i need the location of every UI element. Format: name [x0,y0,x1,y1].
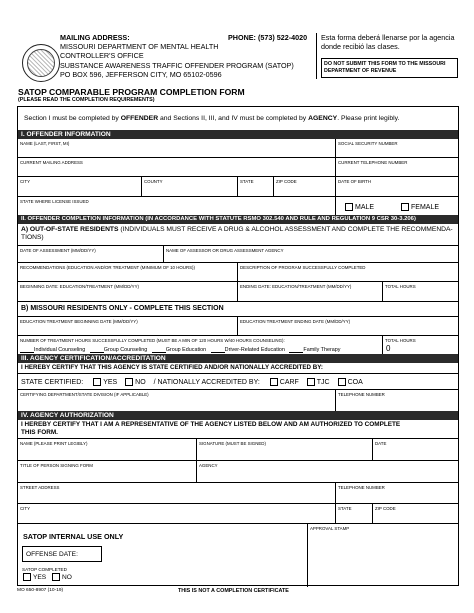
agency-city-field[interactable]: CITY [20,505,31,511]
edu-end-date-field[interactable] [237,317,460,335]
missouri-heading-row [18,301,458,316]
assessment-row [18,245,458,262]
total-label: TOTAL HOURS [385,283,416,289]
current-phone-field[interactable] [335,158,460,176]
mailing-address-field[interactable]: CURRENT MAILING ADDRESS [20,159,83,165]
form-subtitle: (PLEASE READ THE COMPLETION REQUIREMENTS) [18,97,155,103]
satop-completed-label: SATOP COMPLETED [22,567,67,572]
notice-line: DEPARTMENT OF REVENUE [324,68,397,74]
state-no-checkbox[interactable] [125,378,133,386]
state-field[interactable] [237,177,273,196]
program-description-field[interactable] [237,263,460,281]
accreditation-row [18,373,458,389]
street-row [18,482,458,503]
form-number: MO 650-8907 (10-19) [17,588,64,593]
ssn-label: SOCIAL SECURITY NUMBER [338,140,398,146]
license-row [18,196,458,215]
county-label: COUNTY [144,178,163,184]
city-row [18,176,458,196]
internal-use-row [18,523,458,587]
spanish-line: Esta forma deberá llenarse por la agencia [321,33,455,42]
assessor-label: NAME OF ASSESSOR OR DRUG ASSESSMENT AGENCY [166,247,284,253]
beginning-date-field[interactable]: BEGINNING DATE: EDUCATION/TREATMENT (MM/DD/YY) [20,283,139,289]
county-field[interactable] [141,177,237,196]
hours-row [18,335,458,354]
section-1-heading: I. OFFENDER INFORMATION [18,130,458,139]
total-hours-value: 0 [386,344,391,353]
phone-number: PHONE: (573) 522-4020 [228,33,308,42]
notice-line: DO NOT SUBMIT THIS FORM TO THE MISSOURI [324,61,446,67]
seal-emblem [27,49,55,77]
license-state-field[interactable]: STATE WHERE LICENSE ISSUED [20,198,89,204]
assessment-date-field[interactable]: DATE OF ASSESSMENT (MM/DD/YY) [20,247,96,253]
coa-checkbox[interactable] [338,378,346,386]
cert-tel-label: TELEPHONE NUMBER [338,391,385,397]
signature-field[interactable] [196,439,372,460]
female-checkbox[interactable] [401,203,409,211]
street-address-field[interactable]: STREET ADDRESS [20,484,60,490]
female-option[interactable]: FEMALE [398,203,439,211]
title-field[interactable]: TITLE OF PERSON SIGNING FORM [20,462,93,468]
approval-stamp-area [307,524,460,587]
out-of-state-heading: A) OUT-OF-STATE RESIDENTS (INDIVIDUALS MUST RECEIVE A DRUG & ALCOHOL ASSESSMENT AND COMPLETE THE RECOMMENDA- [21,226,453,233]
individual-hours-blank[interactable] [20,346,34,353]
completed-no-checkbox[interactable] [52,573,60,581]
recommendations-row [18,262,458,281]
address-line: PO BOX 596, JEFFERSON CITY, MO 65102-0596 [60,69,222,79]
name-field[interactable]: NAME (LAST, FIRST, MI) [20,140,70,146]
address-line: CONTROLLER'S OFFICE [60,51,144,61]
accreditation-options: STATE CERTIFIED: YES NO / NATIONALLY ACCREDITED BY: CARF TJC COA [21,378,363,386]
ending-label: ENDING DATE: EDUCATION/TREATMENT (MM/DD/YY) [240,283,352,289]
state-seal [22,44,60,82]
edu-begin-date-field[interactable]: EDUCATION TREATMENT BEGINNING DATE (MM/DD/YY) [20,318,138,324]
family-therapy-blank[interactable] [289,346,303,353]
rep-name-field[interactable]: NAME (PLEASE PRINT LEGIBLY) [20,440,88,446]
section-4-heading: IV. AGENCY AUTHORIZATION [18,411,458,420]
certify-statement: I HEREBY CERTIFY THAT THIS AGENCY IS STATE CERTIFIED AND/OR NATIONALLY ACCREDITED BY: [21,364,323,371]
internal-use-heading: SATOP INTERNAL USE ONLY [23,532,124,541]
cert-dept-row [18,389,458,411]
header-divider [316,33,317,79]
group-education-blank[interactable] [152,346,166,353]
driver-education-blank[interactable] [211,346,225,353]
gender-cell [335,197,460,215]
date-label: DATE [375,440,387,446]
zip-label: ZIP CODE [276,178,297,184]
title-row [18,460,458,482]
state-label: STATE [240,178,254,184]
total-hours-field[interactable] [382,282,460,301]
city-field[interactable]: CITY [20,178,31,184]
address-line: MISSOURI DEPARTMENT OF MENTAL HEALTH [60,42,219,52]
footer-note: THIS IS NOT A COMPLETION CERTIFICATE [178,588,289,594]
signature-label: SIGNATURE (MUST BE SIGNED) [199,440,266,446]
satop-completed-options: YES NO [20,573,72,581]
male-option[interactable]: MALE [342,203,374,211]
form-title: SATOP COMPARABLE PROGRAM COMPLETION FORM [18,87,245,97]
out-of-state-heading-cont: TIONS) [21,234,44,241]
assessor-field[interactable] [163,246,460,262]
approval-stamp-label: APPROVAL STAMP [310,525,350,531]
section-3-heading: III. AGENCY CERTIFICATION/ACCREDITATION [18,354,458,363]
cert-telephone-field[interactable] [335,390,460,411]
agency-city-row [18,503,458,523]
mailing-row [18,157,458,176]
edu-end-label: EDUCATION TREATMENT ENDING DATE (MM/DD/YY) [240,318,351,324]
missouri-residents-heading: B) MISSOURI RESIDENTS ONLY - COMPLETE THIS SECTION [21,305,224,312]
tjc-checkbox[interactable] [307,378,315,386]
counseling-types: Individual Counseling Group Counseling Group Education Driver-Related Education Family Therapy [20,346,340,353]
male-checkbox[interactable] [345,203,353,211]
sign-date-field[interactable] [372,439,460,460]
carf-checkbox[interactable] [270,378,278,386]
agency-telephone-field[interactable] [335,483,460,503]
edu-dates-row [18,316,458,335]
agency-state-field[interactable] [335,504,372,523]
phone-label: CURRENT TELEPHONE NUMBER [338,159,408,165]
ssn-field[interactable] [335,139,460,157]
instructions: Section I must be completed by OFFENDER and Sections II, III, and IV must be completed by AGENCY. Please print legibly. [24,115,400,122]
name-row [18,139,458,157]
recommendations-field[interactable]: RECOMMENDATIONS (EDUCATION AND/OR TREATMENT (MINIMUM OF 10 HOURS)) [20,264,195,270]
dor-notice [321,58,458,78]
dob-label: DATE OF BIRTH [338,178,372,184]
offense-date-field[interactable]: OFFENSE DATE: [22,546,102,562]
group-counseling-blank[interactable] [90,346,104,353]
certifying-dept-field[interactable]: CERTIFYING DEPARTMENT/STATE DIVISION (IF APPLICABLE) [20,391,149,397]
dob-field[interactable] [335,177,460,196]
completed-yes-checkbox[interactable] [23,573,31,581]
spanish-note [321,33,461,52]
ending-date-field[interactable] [237,282,382,301]
agency-zip-label: ZIP CODE [375,505,396,511]
agency-label: AGENCY [199,462,218,468]
spanish-line: donde recibió las clases. [321,42,400,52]
rep-name-row [18,438,458,460]
dates-row [18,281,458,301]
form-body [17,106,459,586]
zip-field[interactable] [273,177,335,196]
address-line: SUBSTANCE AWARENESS TRAFFIC OFFENDER PROGRAM (SATOP) [60,60,294,70]
agency-zip-field[interactable] [372,504,460,523]
section-2-heading: II. OFFENDER COMPLETION INFORMATION (IN ACCORDANCE WITH STATUTE RSMO 302.540 AND RULE AND REGULATION 9 CSR 30-3.206) [18,215,458,224]
description-label: DESCRIPTION OF PROGRAM SUCCESSFULLY COMPLETED [240,264,366,270]
agency-tel-label: TELEPHONE NUMBER [338,484,385,490]
auth-statement-cont: THIS FORM. [21,429,58,436]
auth-statement: I HEREBY CERTIFY THAT I AM A REPRESENTATIVE OF THE AGENCY LISTED BELOW AND AM AUTHORIZED TO COMPLETE [21,421,401,428]
agency-state-label: STATE [338,505,352,511]
hours-note: NUMBER OF TREATMENT HOURS SUCCESSFULLY COMPLETED (MUST BE A MIN OF 120 HOURS W/40 HOURS COUNSELING): [20,337,285,343]
state-yes-checkbox[interactable] [93,378,101,386]
total2-label: TOTAL HOURS [385,337,416,343]
agency-field[interactable] [196,461,460,482]
total-hours-2-field[interactable] [382,336,460,354]
mailing-label: MAILING ADDRESS: [60,33,130,42]
